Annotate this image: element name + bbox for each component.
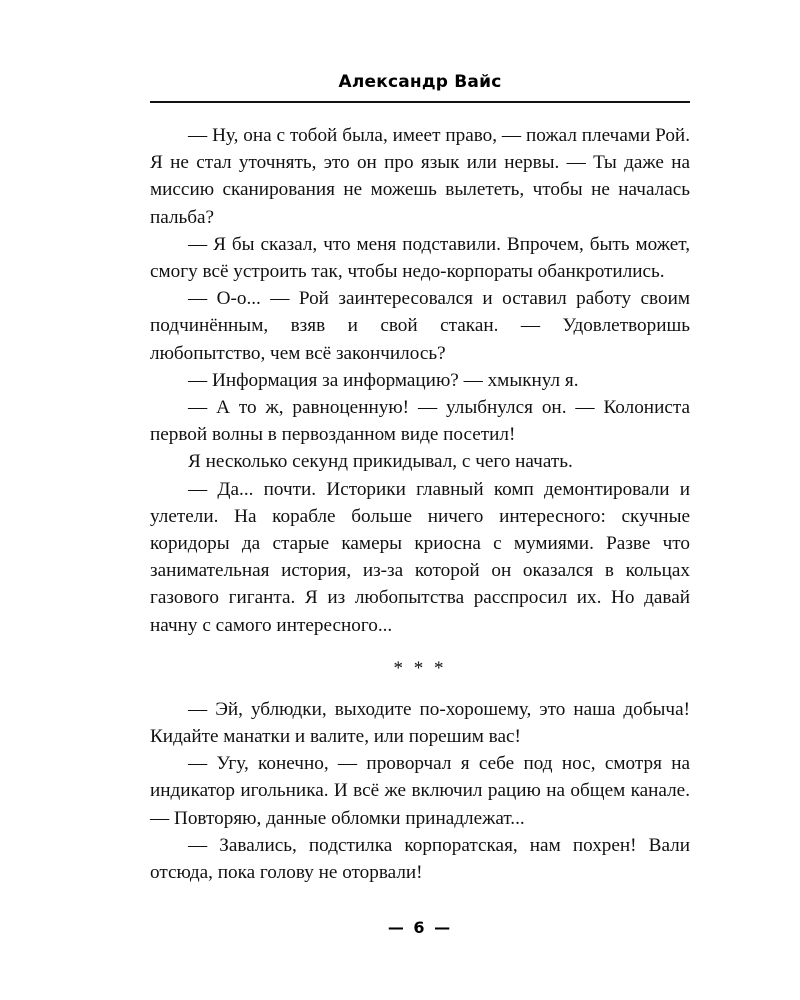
page-footer	[150, 918, 690, 937]
body-paragraph: — Эй, ублюдки, выходите по-хорошему, это наша добыча! Кидайте манатки и валите, или порешим вас!	[150, 698, 690, 748]
body-paragraph: — Информация за информацию? — хмыкнул я.	[188, 369, 579, 391]
body-paragraph: — О-о... — Рой заинтересовался и оставил работу своим подчинённым, взяв и свой стакан. — Удовлетворишь любопытство, чем всё закончилось?	[150, 288, 690, 364]
body-paragraph: — А то ж, равноценную! — улыбнулся он. — Колониста первой волны в первозданном виде посетил!	[150, 397, 690, 446]
body-paragraph: — Ну, она с тобой была, имеет право, — пожал плечами Рой. Я не стал уточнять, это он про язык или нервы. — Ты даже на миссию сканирования не можешь вылететь, чтобы не началась пальба?	[150, 125, 690, 228]
body-paragraph: — Угу, конечно, — проворчал я себе под нос, смотря на индикатор игольника. И всё же включил рацию на общем канале. — Повторяю, данные обломки принадлежат...	[150, 753, 690, 829]
page-header	[150, 72, 690, 92]
header-divider	[150, 101, 690, 103]
page-number: — 6 —	[387, 918, 453, 937]
page-body	[150, 122, 690, 886]
body-paragraph: — Я бы сказал, что меня подставили. Впрочем, быть может, смогу всё устроить так, чтобы недо-корпораты обанкротились.	[150, 233, 690, 283]
scene-break: * * *	[393, 657, 447, 679]
body-paragraph: — Да... почти. Историки главный комп демонтировали и улетели. На корабле больше ничего интересного: скучные коридоры да старые камеры криосна с мумиями. Разве что занимательная история, из-за которой он оказался в кольцах газового гиганта. Я из любопытства расспросил их. Но давай начну с самого интересного...	[150, 478, 690, 636]
running-title: Александр Вайс	[338, 72, 502, 92]
body-paragraph: Я несколько секунд прикидывал, с чего начать.	[188, 451, 573, 473]
body-paragraph: — Завались, подстилка корпоратская, нам похрен! Вали отсюда, пока голову не оторвали!	[150, 834, 690, 884]
